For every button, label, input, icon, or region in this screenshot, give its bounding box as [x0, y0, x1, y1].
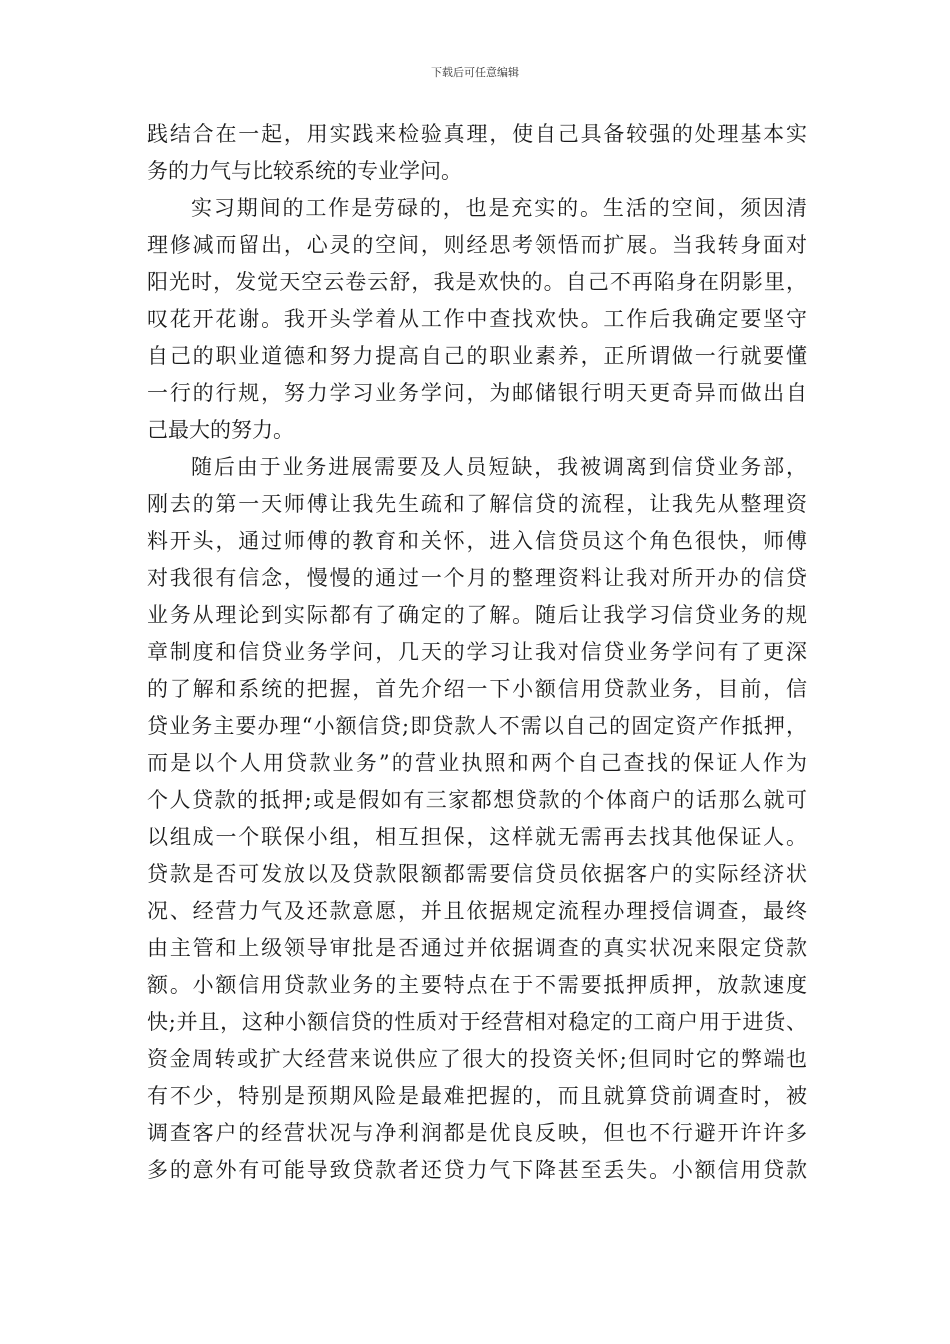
text-line: 额。小额信用贷款业务的主要特点在于不需要抵押质押，放款速度	[147, 973, 807, 997]
paragraph-start-line: 实习期间的工作是劳碌的，也是充实的。生活的空间，须因清	[191, 196, 807, 220]
text-line: 调查客户的经营状况与净利润都是优良反映，但也不行避开许许多	[147, 1121, 807, 1145]
text-line: 业务从理论到实际都有了确定的了解。随后让我学习信贷业务的规	[147, 603, 807, 627]
text-line: 阳光时，发觉天空云卷云舒，我是欢快的。自己不再陷身在阴影里，	[147, 270, 807, 294]
text-line: 个人贷款的抵押;或是假如有三家都想贷款的个体商户的话那么就可	[147, 788, 807, 812]
text-line: 而是以个人用贷款业务”的营业执照和两个自己查找的保证人作为	[147, 751, 807, 775]
text-line: 自己的职业道德和努力提高自己的职业素养，正所谓做一行就要懂	[147, 344, 807, 368]
paragraph-start-line: 随后由于业务进展需要及人员短缺，我被调离到信贷业务部，	[191, 455, 807, 479]
body-text	[147, 116, 807, 1189]
text-line: 快;并且，这种小额信贷的性质对于经营相对稳定的工商户用于进货、	[147, 1010, 807, 1034]
text-line: 一行的行规，努力学习业务学问，为邮储银行明天更奇异而做出自	[147, 381, 807, 405]
text-line: 多的意外有可能导致贷款者还贷力气下降甚至丢失。小额信用贷款	[147, 1158, 807, 1182]
text-line: 叹花开花谢。我开头学着从工作中查找欢快。工作后我确定要坚守	[147, 307, 807, 331]
text-line: 有不少，特别是预期风险是最难把握的，而且就算贷前调查时，被	[147, 1084, 807, 1108]
text-line: 由主管和上级领导审批是否通过并依据调查的真实状况来限定贷款	[147, 936, 807, 960]
text-line: 的了解和系统的把握，首先介绍一下小额信用贷款业务，目前，信	[147, 677, 807, 701]
text-line: 料开头，通过师傅的教育和关怀，进入信贷员这个角色很快，师傅	[147, 529, 807, 553]
text-line: 贷款是否可发放以及贷款限额都需要信贷员依据客户的实际经济状	[147, 862, 807, 886]
text-line: 对我很有信念，慢慢的通过一个月的整理资料让我对所开办的信贷	[147, 566, 807, 590]
text-line: 资金周转或扩大经营来说供应了很大的投资关怀;但同时它的弊端也	[147, 1047, 807, 1071]
text-line: 章制度和信贷业务学问，几天的学习让我对信贷业务学问有了更深	[147, 640, 807, 664]
text-line: 务的力气与比较系统的专业学问。	[147, 159, 462, 183]
text-line: 况、经营力气及还款意愿，并且依据规定流程办理授信调查，最终	[147, 899, 807, 923]
text-line: 理修减而留出，心灵的空间，则经思考领悟而扩展。当我转身面对	[147, 233, 807, 257]
text-line: 贷业务主要办理“小额信贷;即贷款人不需以自己的固定资产作抵押，	[147, 714, 807, 738]
page-header: 下载后可任意编辑	[431, 66, 519, 79]
text-line: 以组成一个联保小组，相互担保，这样就无需再去找其他保证人。	[147, 825, 807, 849]
text-line: 刚去的第一天师傅让我先生疏和了解信贷的流程，让我先从整理资	[147, 492, 807, 516]
text-line: 践结合在一起，用实践来检验真理，使自己具备较强的处理基本实	[147, 122, 807, 146]
text-line: 己最大的努力。	[147, 418, 294, 442]
